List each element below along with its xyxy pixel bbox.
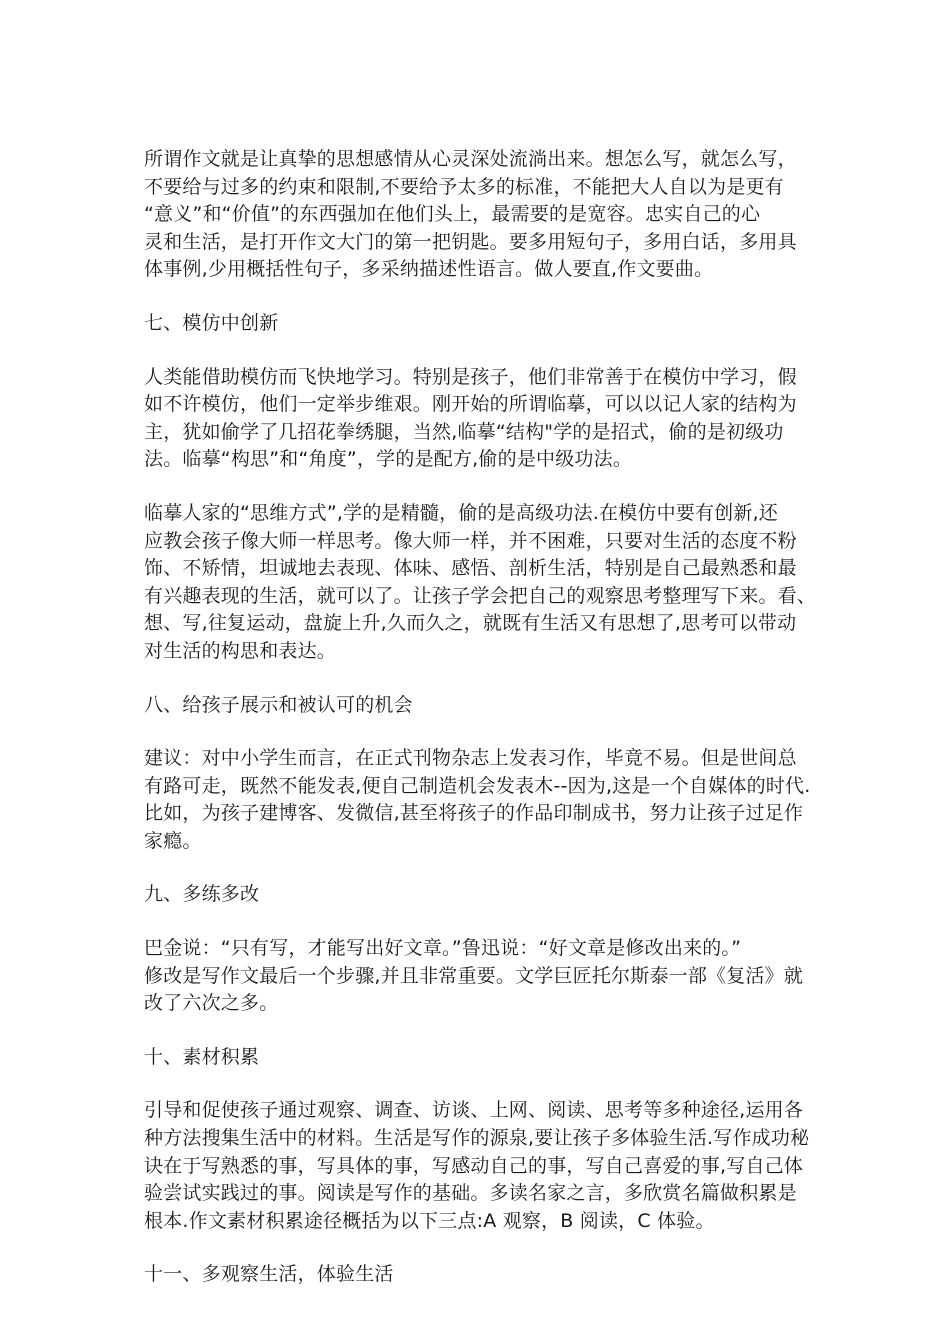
paragraph-line: 建议：对中小学生而言，在正式刊物杂志上发表习作，毕竟不易。但是世间总 <box>144 747 797 770</box>
body-paragraph <box>144 500 817 666</box>
paragraph-line: 有兴趣表现的生活，就可以了。让孩子学会把自己的观察思考整理写下来。看、 <box>144 584 817 607</box>
paragraph-line: 家瘾。 <box>144 829 202 852</box>
section-heading: 十、素材积累 <box>144 1045 260 1068</box>
paragraph-line: 比如，为孩子建博客、发微信,甚至将孩子的作品印制成书，努力让孩子过足作 <box>144 802 804 825</box>
body-paragraph <box>144 745 811 855</box>
paragraph-line: 根本.作文素材积累途径概括为以下三点:A 观察，B 阅读，C 体验。 <box>144 1209 715 1232</box>
body-paragraph <box>144 1097 808 1235</box>
paragraph-line: “意义”和“价值”的东西强加在他们头上，最需要的是宽容。忠实自己的心 <box>144 203 761 226</box>
paragraph-line: 所谓作文就是让真挚的思想感情从心灵深处流淌出来。想怎么写，就怎么写， <box>144 148 797 170</box>
paragraph-line: 临摹人家的“思维方式”,学的是精髓，偷的是高级功法.在模仿中要有创新,还 <box>144 501 779 524</box>
paragraph-line: 体事例,少用概括性句子，多采纳描述性语言。做人要直,作文要曲。 <box>144 258 714 281</box>
paragraph-line: 诀在于写熟悉的事，写具体的事，写感动自己的事，写自己喜爱的事,写自己体 <box>144 1154 804 1177</box>
section-heading: 九、多练多改 <box>144 883 260 906</box>
paragraph-line: 应教会孩子像大师一样思考。像大师一样，并不困难，只要对生活的态度不粉 <box>144 529 797 552</box>
body-paragraph <box>144 364 808 474</box>
paragraph-line: 想、写,往复运动，盘旋上升,久而久之，就既有生活又有思想了,思考可以带动 <box>144 612 797 635</box>
document-body <box>144 146 817 1315</box>
body-paragraph <box>144 935 808 1018</box>
paragraph-line: 改了六次之多。 <box>144 992 279 1015</box>
paragraph-line: 验尝试实践过的事。阅读是写作的基础。多读名家之言，多欣赏名篇做积累是 <box>144 1182 797 1205</box>
paragraph-line: 人类能借助模仿而飞快地学习。特别是孩子，他们非常善于在模仿中学习，假 <box>144 365 797 388</box>
paragraph-line: 饰、不矫情，坦诚地去表现、体味、感悟、剖析生活，特别是自己最熟悉和最 <box>144 557 797 580</box>
paragraph-line: 修改是写作文最后一个步骤,并且非常重要。文学巨匠托尔斯泰一部《复活》就 <box>144 964 804 987</box>
paragraph-line: 对生活的构思和表达。 <box>144 639 337 662</box>
section-heading: 七、模仿中创新 <box>144 311 279 334</box>
paragraph-line: 不要给与过多的约束和限制,不要给予太多的标准，不能把大人自以为是更有 <box>144 175 784 198</box>
paragraph-line: 如不许模仿，他们一定举步维艰。刚开始的所谓临摹，可以以记人家的结构为 <box>144 393 797 416</box>
paragraph-line: 巴金说：“只有写，才能写出好文章。”鲁迅说：“好文章是修改出来的。” <box>144 937 742 960</box>
section-heading: 八、给孩子展示和被认可的机会 <box>144 693 413 716</box>
paragraph-line: 种方法搜集生活中的材料。生活是写作的源泉,要让孩子多体验生活.写作成功秘 <box>144 1127 810 1150</box>
paragraph-line: 引导和促使孩子通过观察、调查、访谈、上网、阅读、思考等多种途径,运用各 <box>144 1099 804 1122</box>
paragraph-line: 法。临摹“构思”和“角度”，学的是配方,偷的是中级功法。 <box>144 448 633 471</box>
paragraph-line: 主，犹如偷学了几招花拳绣腿，当然,临摹“结构"学的是招式，偷的是初级功 <box>144 420 784 443</box>
paragraph-line: 灵和生活，是打开作文大门的第一把钥匙。要多用短句子，多用白话，多用具 <box>144 230 797 253</box>
section-heading: 十一、多观察生活，体验生活 <box>144 1263 394 1286</box>
paragraph-line: 有路可走，既然不能发表,便自己制造机会发表木--因为,这是一个自媒体的时代. <box>144 774 811 797</box>
body-paragraph <box>144 146 808 284</box>
